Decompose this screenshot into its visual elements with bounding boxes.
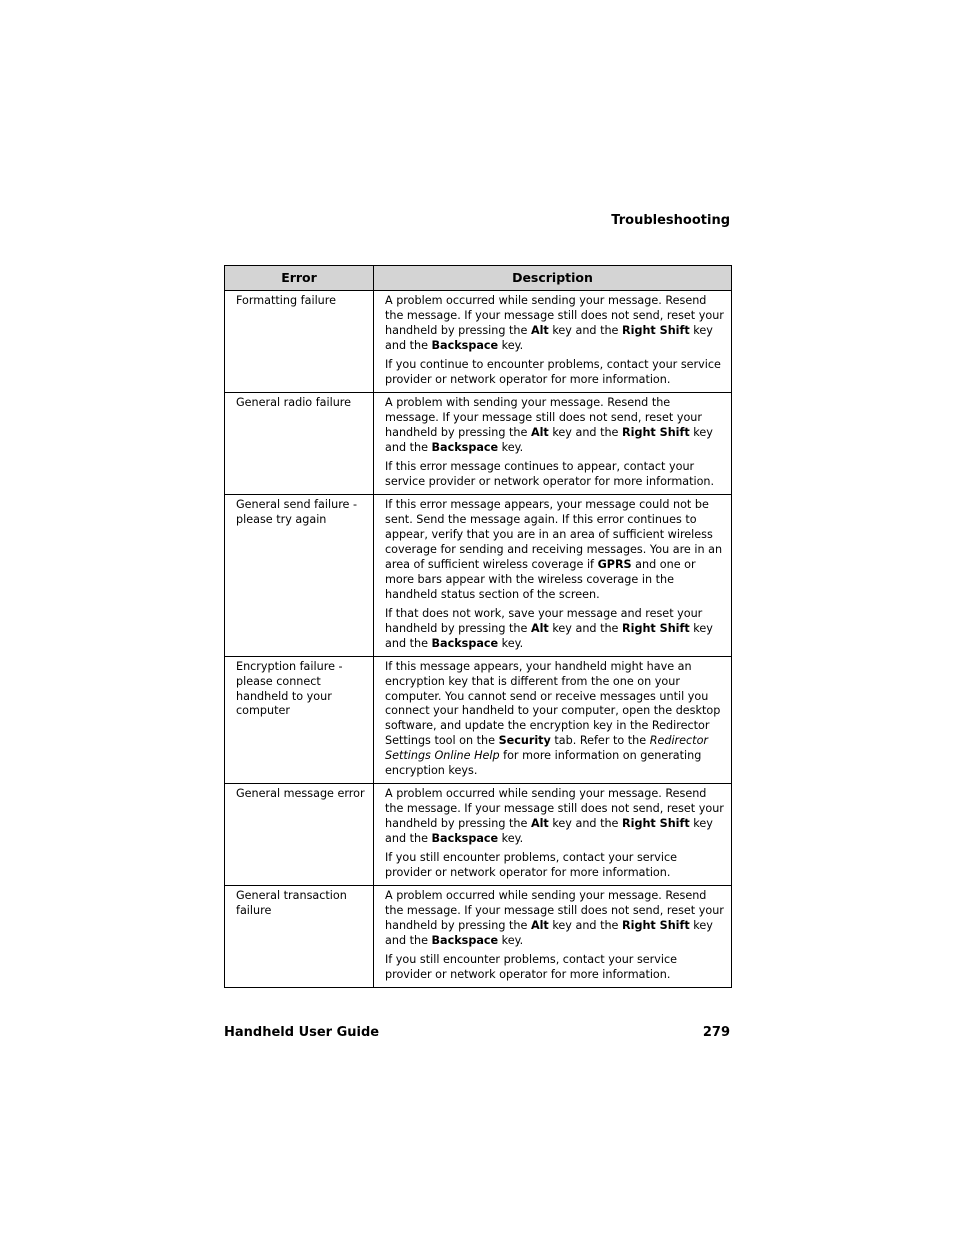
error-table xyxy=(224,265,732,988)
text-run: If this error message appears, your message could not be sent. Send the message again. If this error continues to appear, verify that you are in an area of sufficient wireless coverage for sending and receiving messages. You are in an area of sufficient wireless coverage if xyxy=(385,498,723,571)
table-row xyxy=(225,783,732,885)
description-paragraph xyxy=(385,660,724,779)
text-run: If this error message continues to appear, contact your service provider or network operator for more information. xyxy=(385,460,715,489)
table-row xyxy=(225,393,732,495)
page-number: 279 xyxy=(702,1025,730,1040)
description-paragraph xyxy=(385,460,724,490)
text-run: key and the xyxy=(385,816,713,845)
error-cell: General message error xyxy=(225,783,374,885)
bold-term: Right Shift xyxy=(622,621,690,635)
description-cell xyxy=(374,886,732,988)
error-cell: General send failure - please try again xyxy=(225,495,374,657)
bold-term: Alt xyxy=(530,816,549,830)
bold-term: Alt xyxy=(530,323,549,337)
bold-term: Backspace xyxy=(431,440,499,454)
bold-term: Right Shift xyxy=(622,918,690,932)
text-run: A problem occurred while sending your message. Resend the message. If your message still does not send, reset your handheld by pressing the xyxy=(385,294,724,337)
bold-term: Security xyxy=(498,734,551,748)
table-row xyxy=(225,886,732,988)
text-run: key. xyxy=(498,831,524,845)
footer-title: Handheld User Guide xyxy=(224,1025,380,1040)
text-run: If that does not work, save your message and reset your handheld by pressing the xyxy=(385,607,703,635)
text-run: If you still encounter problems, contact your service provider or network operator for more information. xyxy=(385,851,678,880)
running-header: Troubleshooting xyxy=(611,213,730,228)
error-cell: Formatting failure xyxy=(225,291,374,393)
bold-term: GPRS xyxy=(597,557,632,571)
text-run: key. xyxy=(498,933,524,947)
text-run: key and the xyxy=(385,918,713,947)
error-cell: Encryption failure - please connect handheld to your computer xyxy=(225,656,374,783)
description-paragraph xyxy=(385,498,724,602)
bold-term: Backspace xyxy=(431,831,499,845)
text-run: key and the xyxy=(385,323,713,352)
text-run: key and the xyxy=(548,816,622,830)
bold-term: Right Shift xyxy=(622,323,690,337)
text-run: A problem with sending your message. Resend the message. If your message still does not send, reset your handheld by pressing the xyxy=(385,396,702,439)
description-cell xyxy=(374,393,732,495)
bold-term: Alt xyxy=(530,918,549,932)
description-cell xyxy=(374,783,732,885)
text-run: key. xyxy=(498,440,524,454)
bold-term: Backspace xyxy=(431,933,499,947)
bold-term: Backspace xyxy=(431,636,499,650)
bold-term: Right Shift xyxy=(622,425,690,439)
text-run: If you still encounter problems, contact your service provider or network operator for more information. xyxy=(385,953,678,982)
bold-term: Alt xyxy=(530,425,549,439)
text-run: A problem occurred while sending your message. Resend the message. If your message still does not send, reset your handheld by pressing the xyxy=(385,889,724,932)
text-run: key and the xyxy=(548,918,622,932)
description-paragraph xyxy=(385,953,724,983)
italic-title: Redirector Settings Online Help xyxy=(385,734,709,763)
column-header-error: Error xyxy=(225,266,374,291)
text-run: If you continue to encounter problems, contact your service provider or network operator for more information. xyxy=(385,358,721,387)
text-run: key and the xyxy=(548,425,622,439)
text-run: key and the xyxy=(548,323,622,337)
bold-term: Right Shift xyxy=(622,816,690,830)
description-paragraph xyxy=(385,294,724,354)
text-run: key and the xyxy=(385,621,713,650)
description-paragraph xyxy=(385,607,724,652)
description-paragraph xyxy=(385,396,724,456)
text-run: for more information on generating encryption keys. xyxy=(385,749,702,778)
table-header-row xyxy=(225,266,732,291)
description-paragraph xyxy=(385,889,724,949)
description-cell xyxy=(374,291,732,393)
error-cell: General transaction failure xyxy=(225,886,374,988)
description-cell xyxy=(374,656,732,783)
text-run: key and the xyxy=(385,425,713,454)
text-run: and one or more bars appear with the wireless coverage in the handheld status section of the screen. xyxy=(385,557,696,601)
bold-term: Alt xyxy=(530,621,549,635)
description-cell xyxy=(374,495,732,657)
text-run: key. xyxy=(498,636,524,650)
text-run: A problem occurred while sending your message. Resend the message. If your message still does not send, reset your handheld by pressing the xyxy=(385,786,724,830)
column-header-description: Description xyxy=(374,266,732,291)
table-body xyxy=(225,291,732,988)
text-run: tab. Refer to the xyxy=(550,734,650,748)
description-paragraph xyxy=(385,851,724,881)
table-row xyxy=(225,495,732,657)
description-paragraph xyxy=(385,358,724,388)
table-row xyxy=(225,656,732,783)
bold-term: Backspace xyxy=(431,338,499,352)
table-row xyxy=(225,291,732,393)
text-run: key and the xyxy=(548,621,622,635)
error-cell: General radio failure xyxy=(225,393,374,495)
description-paragraph xyxy=(385,787,724,847)
text-run: If this message appears, your handheld might have an encryption key that is different from the one on your computer. You cannot send or receive messages until you connect your handheld to your computer, open the desktop software, and update the encryption key in the Redirector Settings tool on the xyxy=(385,659,721,748)
text-run: key. xyxy=(498,338,524,352)
